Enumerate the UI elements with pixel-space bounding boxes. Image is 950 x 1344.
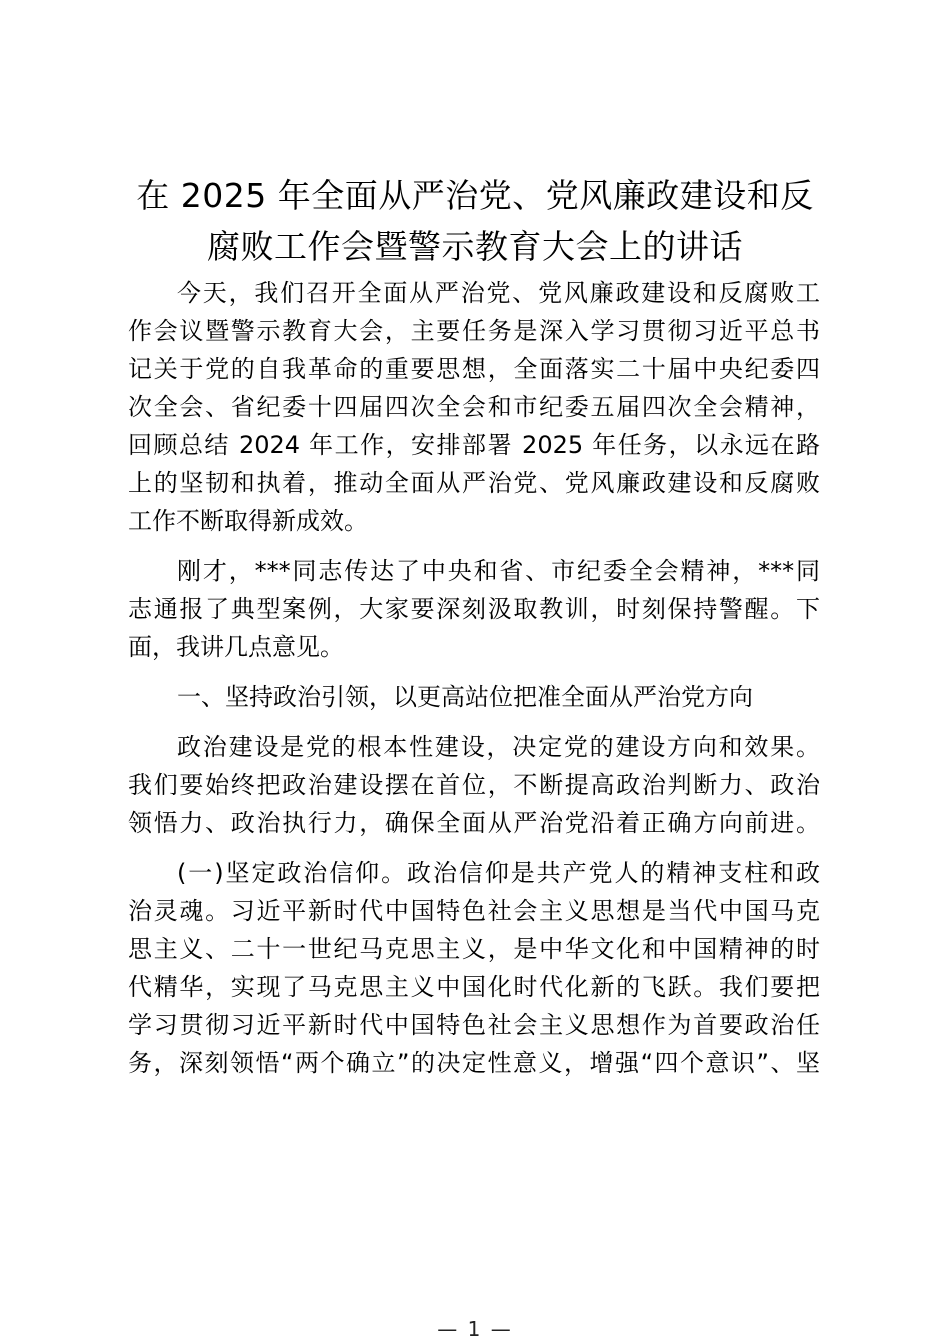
text-line: 回顾总结 2024 年工作，安排部署 2025 年任务，以永远在路 bbox=[128, 431, 820, 459]
text-line: 工作不断取得新成效。 bbox=[128, 507, 368, 535]
text-line: 我们要始终把政治建设摆在首位，不断提高政治判断力、政治 bbox=[128, 771, 820, 799]
text-line: (一)坚定政治信仰。政治信仰是共产党人的精神支柱和政 bbox=[177, 859, 820, 887]
title-line: 在 2025 年全面从严治党、党风廉政建设和反 bbox=[136, 176, 814, 215]
text-line: 领悟力、政治执行力，确保全面从严治党沿着正确方向前进。 bbox=[128, 809, 820, 837]
text-line: 今天，我们召开全面从严治党、党风廉政建设和反腐败工 bbox=[177, 279, 820, 307]
paragraph-political-building bbox=[128, 728, 820, 842]
document-title bbox=[120, 170, 830, 272]
text-line: 面，我讲几点意见。 bbox=[128, 633, 344, 661]
text-line: 次全会、省纪委十四届四次全会和市纪委五届四次全会精神， bbox=[128, 393, 820, 421]
section-heading-text: 一、坚持政治引领，以更高站位把准全面从严治党方向 bbox=[177, 683, 753, 711]
paragraph-intro bbox=[128, 552, 820, 666]
text-line: 学习贯彻习近平新时代中国特色社会主义思想作为首要政治任 bbox=[128, 1011, 820, 1039]
text-line: 治灵魂。习近平新时代中国特色社会主义思想是当代中国马克 bbox=[128, 897, 820, 925]
paragraph-political-belief bbox=[128, 854, 820, 1082]
section-heading bbox=[128, 678, 820, 716]
text-line: 思主义、二十一世纪马克思主义，是中华文化和中国精神的时 bbox=[128, 935, 820, 963]
text-line: 务，深刻领悟“两个确立”的决定性意义，增强“四个意识”、坚 bbox=[128, 1049, 820, 1077]
text-line: 记关于党的自我革命的重要思想，全面落实二十届中央纪委四 bbox=[128, 355, 820, 383]
document-body bbox=[128, 274, 820, 1082]
page-number: — 1 — bbox=[437, 1317, 513, 1341]
paragraph-opening bbox=[128, 274, 820, 540]
text-line: 志通报了典型案例，大家要深刻汲取教训，时刻保持警醒。下 bbox=[128, 595, 820, 623]
text-line: 上的坚韧和执着，推动全面从严治党、党风廉政建设和反腐败 bbox=[128, 469, 820, 497]
text-line: 代精华，实现了马克思主义中国化时代化新的飞跃。我们要把 bbox=[128, 973, 820, 1001]
text-line: 作会议暨警示教育大会，主要任务是深入学习贯彻习近平总书 bbox=[128, 317, 820, 345]
text-line: 政治建设是党的根本性建设，决定党的建设方向和效果。 bbox=[177, 733, 820, 761]
text-line: 刚才，***同志传达了中央和省、市纪委全会精神，***同 bbox=[177, 557, 820, 585]
title-line: 腐败工作会暨警示教育大会上的讲话 bbox=[207, 227, 743, 266]
